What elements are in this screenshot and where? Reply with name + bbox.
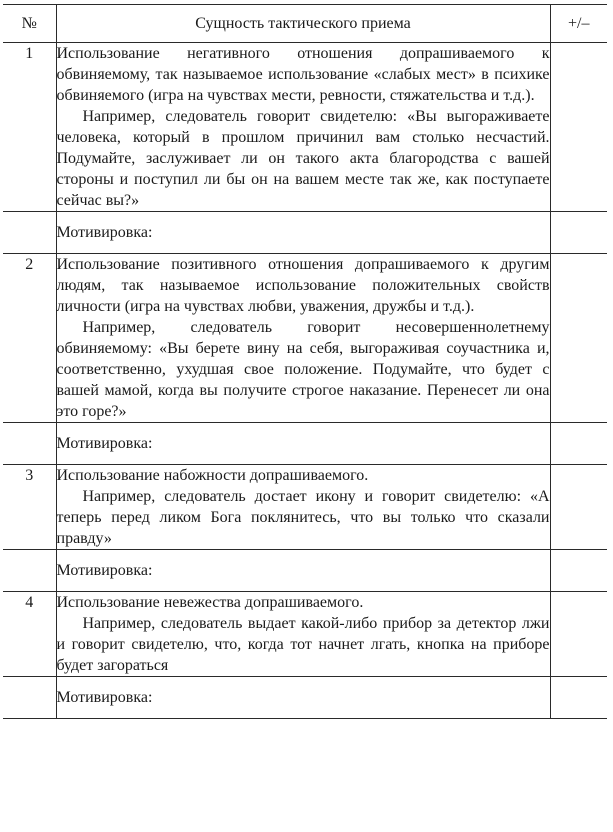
tactic-number: 3: [3, 465, 56, 550]
tactic-number: 1: [3, 43, 56, 212]
motivation-label[interactable]: Мотивировка:: [56, 677, 550, 719]
motivation-row: [3, 550, 607, 592]
tactic-mark-cell[interactable]: [550, 43, 607, 212]
motivation-num-cell: [3, 550, 56, 592]
motivation-label[interactable]: Мотивировка:: [56, 212, 550, 254]
tactic-description: [56, 465, 550, 550]
tactic-description: [56, 254, 550, 423]
tactics-table: [3, 4, 607, 719]
motivation-mark-cell[interactable]: [550, 550, 607, 592]
header-num: №: [3, 5, 56, 43]
tactic-row: [3, 465, 607, 550]
motivation-mark-cell[interactable]: [550, 212, 607, 254]
motivation-row: [3, 423, 607, 465]
motivation-row: [3, 677, 607, 719]
header-row: [3, 5, 607, 43]
motivation-num-cell: [3, 423, 56, 465]
motivation-num-cell: [3, 677, 56, 719]
motivation-row: [3, 212, 607, 254]
tactic-description: [56, 43, 550, 212]
motivation-mark-cell[interactable]: [550, 677, 607, 719]
tactic-example: Например, следователь выдает какой-либо прибор за детектор лжи и говорит свидетелю, что, когда тот начнет лгать, кнопка на приборе будет загораться: [56, 615, 550, 674]
tactic-mark-cell[interactable]: [550, 465, 607, 550]
motivation-mark-cell[interactable]: [550, 423, 607, 465]
tactic-number: 4: [3, 592, 56, 677]
header-essence: Сущность тактического приема: [56, 5, 550, 43]
tactic-example: Например, следователь говорит свидетелю: «Вы выгораживаете человека, который в прошлом причинил вам столько несчастий. Подумайте, заслуживает ли он такого акта благородства с вашей стороны и поступил ли бы он на вашем месте так же, как поступаете сейчас вы?»: [56, 108, 550, 209]
tactic-text: Использование невежества допрашиваемого.: [56, 594, 364, 611]
tactic-text: Использование набожности допрашиваемого.: [56, 467, 369, 484]
motivation-num-cell: [3, 212, 56, 254]
tactic-example: Например, следователь говорит несовершеннолетнему обвиняемому: «Вы берете вину на себя, выгораживая соучастника и, соответственно, ухудшая свое положение. Подумайте, что будет с вашей мамой, когда вы получите строгое наказание. Перенесет ли она это горе?»: [56, 319, 550, 420]
tactic-description: [56, 592, 550, 677]
tactic-text: Использование позитивного отношения допрашиваемого к другим людям, так называемое использование положительных свойств личности (игра на чувствах любви, уважения, дружбы и т.д.).: [56, 256, 550, 315]
tactic-example: Например, следователь достает икону и говорит свидетелю: «А теперь перед ликом Бога поклянитесь, что вы только что сказали правду»: [56, 488, 550, 547]
tactic-number: 2: [3, 254, 56, 423]
tactic-text: Использование негативного отношения допрашиваемого к обвиняемому, так называемое использование «слабых мест» в психике обвиняемого (игра на чувствах мести, ревности, стяжательства и т.д.).: [56, 45, 550, 104]
motivation-label[interactable]: Мотивировка:: [56, 423, 550, 465]
motivation-label[interactable]: Мотивировка:: [56, 550, 550, 592]
tactic-row: [3, 43, 607, 212]
tactic-mark-cell[interactable]: [550, 592, 607, 677]
tactic-mark-cell[interactable]: [550, 254, 607, 423]
tactic-row: [3, 592, 607, 677]
header-mark: +/–: [550, 5, 607, 43]
tactic-row: [3, 254, 607, 423]
